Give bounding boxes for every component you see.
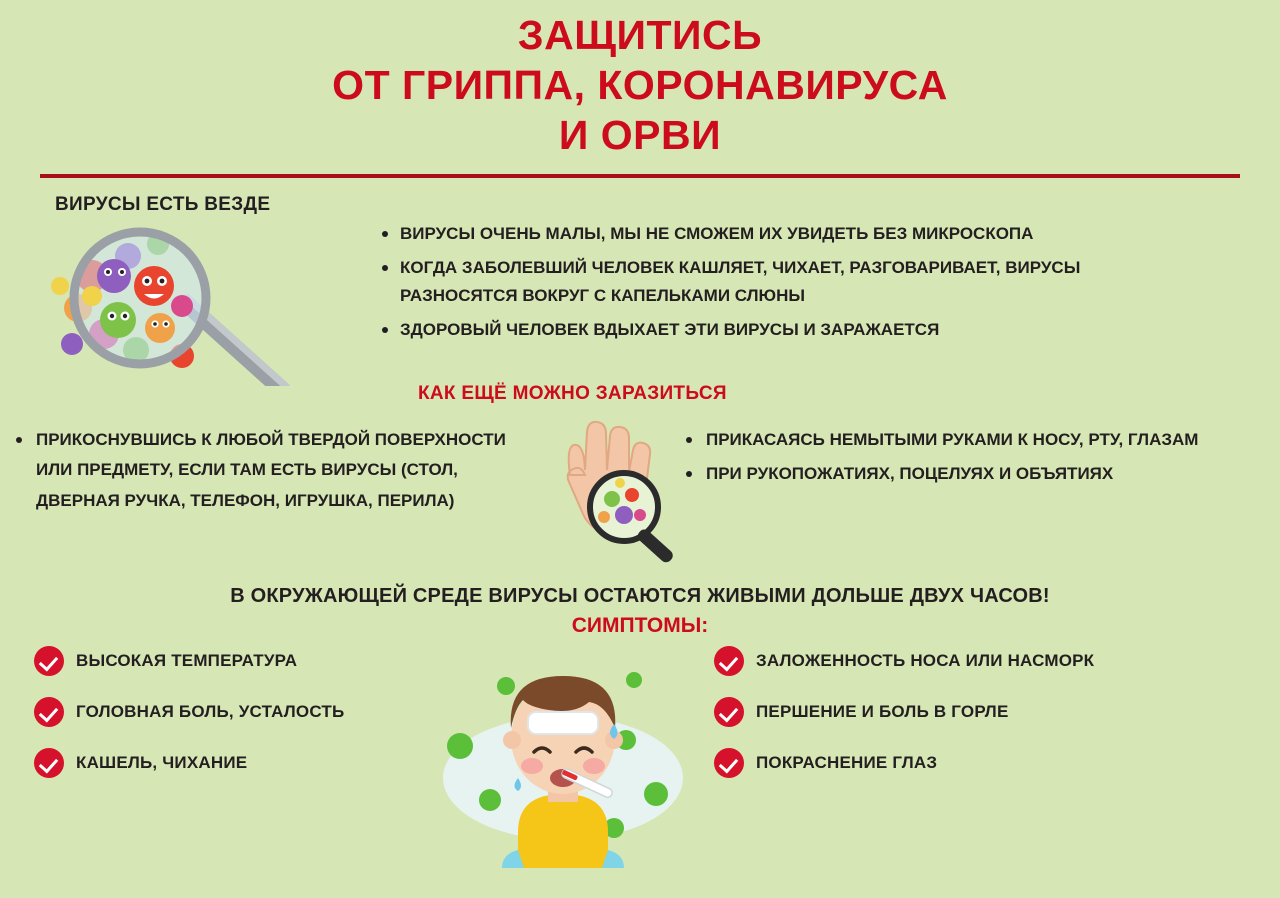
section-viruses-list bbox=[360, 220, 1182, 350]
check-icon bbox=[714, 748, 744, 778]
section-infection-heading: КАК ЕЩЁ МОЖНО ЗАРАЗИТЬСЯ bbox=[418, 383, 727, 405]
section-viruses bbox=[0, 178, 1280, 383]
title-line-3: И ОРВИ bbox=[558, 112, 722, 159]
section-symptoms bbox=[0, 614, 1280, 868]
symptom-label: ГОЛОВНАЯ БОЛЬ, УСТАЛОСТЬ bbox=[76, 702, 345, 722]
section-infection-left-list bbox=[16, 425, 506, 516]
check-icon bbox=[34, 646, 64, 676]
list-item: КОГДА ЗАБОЛЕВШИЙ ЧЕЛОВЕК КАШЛЯЕТ, ЧИХАЕТ, РАЗГОВАРИВАЕТ, ВИРУСЫ РАЗНОСЯТСЯ ВОКРУГ С КАПЕЛЬКАМИ СЛЮНЫ bbox=[382, 254, 1182, 310]
title-line-1: ЗАЩИТИСЬ bbox=[517, 12, 763, 58]
symptoms-left-list bbox=[34, 646, 484, 799]
list-item bbox=[714, 697, 1184, 727]
section-viruses-heading: ВИРУСЫ ЕСТЬ ВЕЗДЕ bbox=[55, 194, 271, 216]
symptom-label: ПЕРШЕНИЕ И БОЛЬ В ГОРЛЕ bbox=[756, 702, 1009, 722]
list-item bbox=[714, 646, 1184, 676]
sick-child-icon bbox=[418, 628, 708, 868]
magnifier-with-viruses-icon bbox=[32, 216, 342, 386]
survival-time-banner: В ОКРУЖАЮЩЕЙ СРЕДЕ ВИРУСЫ ОСТАЮТСЯ ЖИВЫМИ ДОЛЬШЕ ДВУХ ЧАСОВ! bbox=[230, 585, 1050, 608]
list-item: ЗДОРОВЫЙ ЧЕЛОВЕК ВДЫХАЕТ ЭТИ ВИРУСЫ И ЗАРАЖАЕТСЯ bbox=[382, 316, 1182, 344]
list-item: ПРИ РУКОПОЖАТИЯХ, ПОЦЕЛУЯХ И ОБЪЯТИЯХ bbox=[686, 459, 1206, 489]
symptom-label: КАШЕЛЬ, ЧИХАНИЕ bbox=[76, 753, 248, 773]
section-infection-right-list bbox=[686, 425, 1206, 494]
check-icon bbox=[34, 697, 64, 727]
section-symptoms-heading: СИМПТОМЫ: bbox=[571, 614, 709, 638]
check-icon bbox=[714, 646, 744, 676]
symptom-label: ЗАЛОЖЕННОСТЬ НОСА ИЛИ НАСМОРК bbox=[756, 651, 1095, 671]
hand-with-magnifier-icon bbox=[532, 415, 702, 565]
symptom-label: ВЫСОКАЯ ТЕМПЕРАТУРА bbox=[76, 651, 298, 671]
title-line-2: ОТ ГРИППА, КОРОНАВИРУСА bbox=[332, 62, 948, 109]
list-item bbox=[34, 697, 484, 727]
list-item bbox=[34, 646, 484, 676]
list-item: ВИРУСЫ ОЧЕНЬ МАЛЫ, МЫ НЕ СМОЖЕМ ИХ УВИДЕТЬ БЕЗ МИКРОСКОПА bbox=[382, 220, 1182, 248]
list-item bbox=[34, 748, 484, 778]
check-icon bbox=[34, 748, 64, 778]
list-item: ПРИКАСАЯСЬ НЕМЫТЫМИ РУКАМИ К НОСУ, РТУ, ГЛАЗАМ bbox=[686, 425, 1206, 455]
symptoms-right-list bbox=[714, 646, 1184, 799]
list-item: ПРИКОСНУВШИСЬ К ЛЮБОЙ ТВЕРДОЙ ПОВЕРХНОСТИ ИЛИ ПРЕДМЕТУ, ЕСЛИ ТАМ ЕСТЬ ВИРУСЫ (СТОЛ, ДВЕРНАЯ РУЧКА, ТЕЛЕФОН, ИГРУШКА, ПЕРИЛА) bbox=[16, 425, 506, 516]
poster-title bbox=[0, 0, 1280, 178]
check-icon bbox=[714, 697, 744, 727]
list-item bbox=[714, 748, 1184, 778]
section-infection bbox=[0, 383, 1280, 583]
symptom-label: ПОКРАСНЕНИЕ ГЛАЗ bbox=[756, 753, 938, 773]
